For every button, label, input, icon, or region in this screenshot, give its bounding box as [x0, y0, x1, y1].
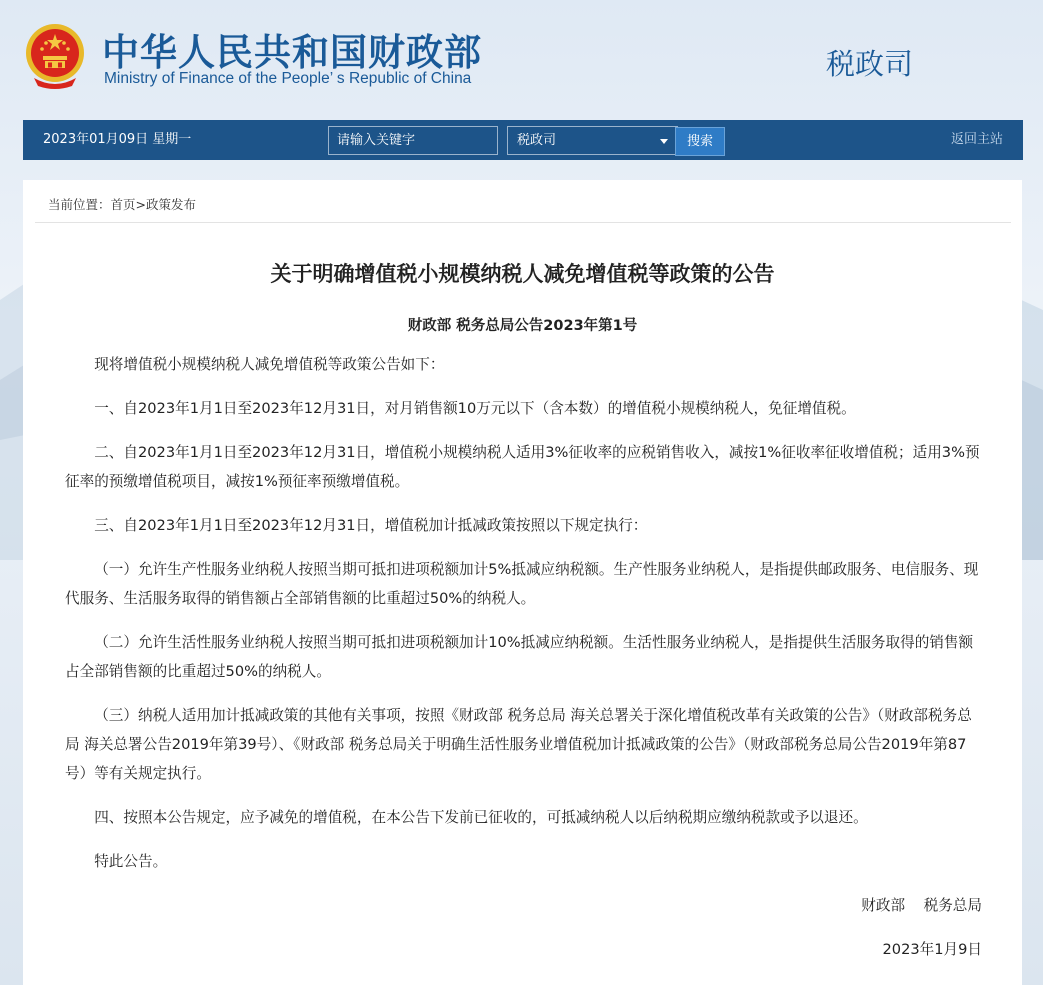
article-paragraph: 二、自2023年1月1日至2023年12月31日，增值税小规模纳税人适用3%征收率的应税销售收入，减按1%征收率征收增值税；适用3%预征率的预缴增值税项目，减按1%预征率预缴增值税。 [65, 444, 980, 490]
site-subtitle: Ministry of Finance of the People’ s Republic of China [104, 70, 472, 87]
sign-date: 2023年1月9日 [882, 941, 982, 958]
breadcrumb-home[interactable]: 首页 [110, 197, 136, 212]
top-navbar [23, 120, 1023, 160]
article-paragraph: （一）允许生产性服务业纳税人按照当期可抵扣进项税额加计5%抵减应纳税额。生产性服务业纳税人，是指提供邮政服务、电信服务、现代服务、生活服务取得的销售额占全部销售额的比重超过50%的纳税人。 [65, 561, 979, 607]
site-header [0, 0, 1043, 118]
breadcrumb-prefix: 当前位置： [48, 197, 111, 212]
article-paragraph: 四、按照本公告规定，应予减免的增值税，在本公告下发前已征收的，可抵减纳税人以后纳税期应缴纳税款或予以退还。 [94, 809, 868, 826]
back-home-link[interactable]: 返回主站 [950, 132, 1003, 147]
article-title: 关于明确增值税小规模纳税人减免增值税等政策的公告 [270, 262, 775, 286]
department-name: 税政司 [826, 47, 914, 81]
article-paragraph: （三）纳税人适用加计抵减政策的其他有关事项，按照《财政部 税务总局 海关总署关于深化增值税改革有关政策的公告》（财政部税务总局 海关总署公告2019年第39号）、《财政部 税务总局关于明确生活性服务业增值税加计抵减政策的公告》（财政部税务总局公告2019年第87号）等有关规定执行。 [65, 707, 972, 782]
document-number: 财政部 税务总局公告2023年第1号 [407, 318, 638, 334]
divider [35, 222, 1011, 223]
breadcrumb [48, 195, 196, 213]
national-emblem-icon [24, 20, 86, 90]
breadcrumb-separator: > [135, 197, 147, 212]
search-input[interactable] [328, 126, 498, 155]
search-scope-value: 税政司 [517, 133, 557, 148]
article-paragraph: 一、自2023年1月1日至2023年12月31日，对月销售额10万元以下（含本数）的增值税小规模纳税人，免征增值税。 [94, 400, 856, 417]
article-paragraph: 三、自2023年1月1日至2023年12月31日，增值税加计抵减政策按照以下规定执行： [94, 517, 648, 534]
article-paragraph: 特此公告。 [94, 853, 168, 870]
article-body [65, 350, 982, 979]
main-content [23, 180, 1022, 985]
search-button[interactable]: 搜索 [675, 127, 725, 156]
signatory: 财政部 税务总局 [861, 897, 982, 914]
current-date: 2023年01月09日 星期一 [43, 132, 192, 147]
article-paragraph: 现将增值税小规模纳税人减免增值税等政策公告如下： [94, 356, 445, 373]
site-title: 中华人民共和国财政部 [102, 31, 482, 74]
chevron-down-icon [660, 139, 668, 144]
breadcrumb-section[interactable]: 政策发布 [146, 197, 197, 212]
search-scope-select[interactable] [507, 126, 678, 155]
article-paragraph: （二）允许生活性服务业纳税人按照当期可抵扣进项税额加计10%抵减应纳税额。生活性服务业纳税人，是指提供生活服务取得的销售额占全部销售额的比重超过50%的纳税人。 [65, 634, 974, 680]
